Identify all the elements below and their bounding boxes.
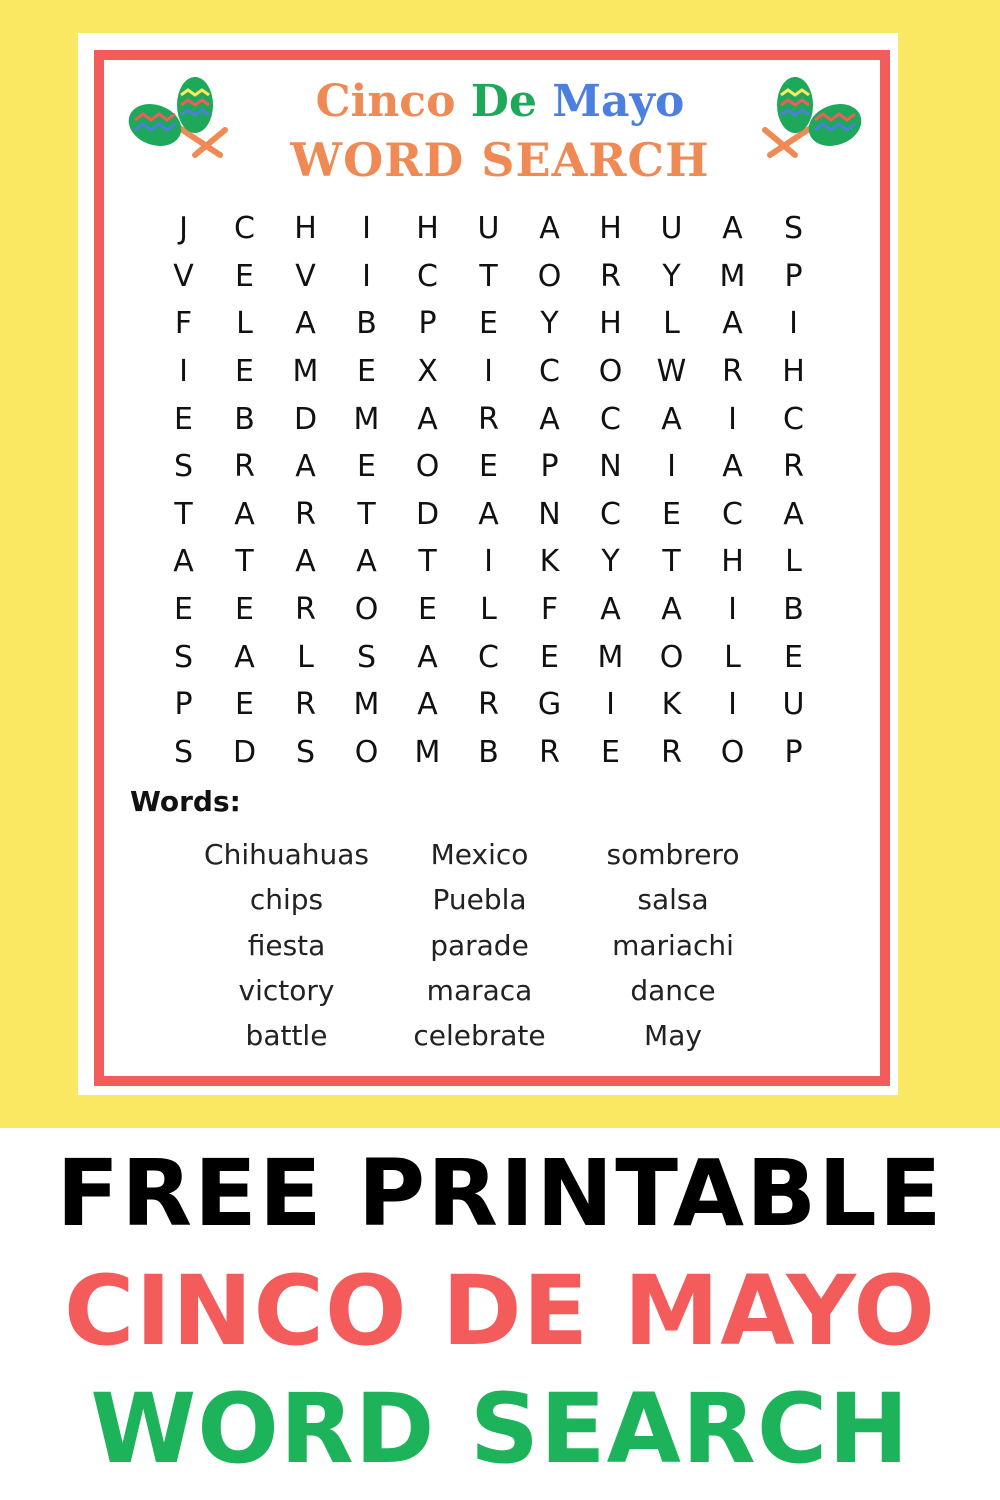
grid-row bbox=[153, 729, 825, 777]
grid-letter: R bbox=[478, 401, 499, 437]
word-list-item: maraca bbox=[426, 973, 533, 1007]
grid-letter: C bbox=[417, 258, 438, 294]
grid-letter: K bbox=[539, 544, 560, 580]
grid-letter: I bbox=[362, 211, 371, 247]
grid-letter: T bbox=[174, 496, 193, 532]
grid-row bbox=[153, 348, 825, 396]
grid-letter: R bbox=[783, 449, 804, 485]
grid-letter: Y bbox=[601, 544, 620, 580]
grid-letter: P bbox=[174, 687, 193, 723]
grid-letter: S bbox=[295, 734, 316, 770]
grid-letter: G bbox=[537, 687, 562, 723]
grid-letter: T bbox=[479, 258, 498, 294]
grid-letter: N bbox=[599, 449, 622, 485]
grid-letter: I bbox=[484, 544, 493, 580]
grid-letter: O bbox=[598, 354, 623, 390]
grid-letter: C bbox=[600, 496, 621, 532]
grid-letter: A bbox=[600, 592, 621, 628]
grid-letter: W bbox=[656, 354, 687, 390]
grid-letter: L bbox=[724, 639, 741, 675]
word-list-item: chips bbox=[249, 883, 324, 917]
grid-letter: M bbox=[414, 734, 441, 770]
grid-letter: K bbox=[661, 687, 682, 723]
word-list-item: celebrate bbox=[413, 1019, 546, 1053]
grid-letter: A bbox=[783, 496, 804, 532]
grid-letter: O bbox=[659, 639, 684, 675]
grid-letter: D bbox=[415, 496, 440, 532]
grid-letter: A bbox=[295, 544, 316, 580]
grid-letter: S bbox=[173, 734, 194, 770]
grid-letter: C bbox=[722, 496, 743, 532]
grid-letter: R bbox=[234, 449, 255, 485]
grid-letter: R bbox=[295, 496, 316, 532]
grid-letter: E bbox=[235, 592, 254, 628]
grid-letter: A bbox=[722, 449, 743, 485]
grid-row bbox=[153, 538, 825, 586]
grid-letter: M bbox=[597, 639, 624, 675]
grid-letter: U bbox=[477, 211, 500, 247]
grid-row bbox=[153, 681, 825, 729]
grid-letter: O bbox=[354, 592, 379, 628]
grid-letter: O bbox=[720, 734, 745, 770]
grid-letter: A bbox=[417, 687, 438, 723]
grid-letter: A bbox=[295, 449, 316, 485]
grid-letter: F bbox=[540, 592, 559, 628]
words-heading: Words: bbox=[130, 785, 241, 818]
grid-letter: I bbox=[179, 354, 188, 390]
grid-letter: B bbox=[356, 306, 377, 342]
grid-letter: R bbox=[600, 258, 621, 294]
grid-letter: Y bbox=[662, 258, 681, 294]
letter-grid bbox=[153, 205, 825, 776]
word-column bbox=[190, 832, 383, 1058]
word-list-item: May bbox=[644, 1019, 702, 1053]
grid-letter: A bbox=[417, 639, 438, 675]
grid-letter: A bbox=[478, 496, 499, 532]
grid-letter: A bbox=[417, 401, 438, 437]
grid-letter: L bbox=[663, 306, 680, 342]
grid-letter: D bbox=[293, 401, 318, 437]
word-list-item: mariachi bbox=[612, 928, 734, 962]
grid-letter: I bbox=[667, 449, 676, 485]
grid-letter: P bbox=[540, 449, 559, 485]
promo-line-cinco-de-mayo: CINCO DE MAYO bbox=[63, 1255, 937, 1367]
grid-letter: J bbox=[179, 211, 188, 247]
grid-letter: C bbox=[539, 354, 560, 390]
grid-letter: E bbox=[174, 401, 193, 437]
title-word-cinco: Cinco bbox=[315, 76, 456, 127]
word-list-item: fiesta bbox=[247, 928, 326, 962]
grid-letter: C bbox=[234, 211, 255, 247]
grid-letter: C bbox=[600, 401, 621, 437]
worksheet-title bbox=[220, 72, 780, 132]
grid-letter: M bbox=[353, 401, 380, 437]
grid-letter: A bbox=[661, 401, 682, 437]
grid-letter: M bbox=[292, 354, 319, 390]
grid-letter: I bbox=[728, 687, 737, 723]
word-list-item: sombrero bbox=[606, 838, 740, 871]
grid-letter: E bbox=[174, 592, 193, 628]
grid-letter: A bbox=[173, 544, 194, 580]
grid-letter: D bbox=[232, 734, 257, 770]
grid-row bbox=[153, 205, 825, 253]
grid-letter: B bbox=[234, 401, 255, 437]
promo-line-free-printable: FREE PRINTABLE bbox=[56, 1140, 944, 1247]
grid-letter: E bbox=[235, 687, 254, 723]
grid-letter: A bbox=[722, 211, 743, 247]
grid-letter: V bbox=[295, 258, 316, 294]
word-column bbox=[576, 832, 770, 1058]
grid-letter: R bbox=[478, 687, 499, 723]
grid-letter: A bbox=[295, 306, 316, 342]
grid-letter: X bbox=[417, 354, 438, 390]
grid-letter: E bbox=[235, 354, 254, 390]
grid-letter: M bbox=[353, 687, 380, 723]
grid-letter: T bbox=[418, 544, 437, 580]
grid-letter: E bbox=[662, 496, 681, 532]
promo-line-word-search: WORD SEARCH bbox=[90, 1373, 910, 1485]
grid-letter: H bbox=[416, 211, 439, 247]
grid-letter: P bbox=[418, 306, 437, 342]
grid-letter: H bbox=[294, 211, 317, 247]
grid-letter: A bbox=[539, 211, 560, 247]
grid-letter: P bbox=[784, 258, 803, 294]
grid-letter: T bbox=[357, 496, 376, 532]
grid-letter: P bbox=[784, 734, 803, 770]
grid-letter: H bbox=[782, 354, 805, 390]
grid-letter: E bbox=[479, 449, 498, 485]
grid-row bbox=[153, 491, 825, 539]
grid-letter: O bbox=[537, 258, 562, 294]
grid-letter: R bbox=[539, 734, 560, 770]
grid-row bbox=[153, 586, 825, 634]
grid-letter: A bbox=[234, 496, 255, 532]
grid-letter: I bbox=[789, 306, 798, 342]
grid-letter: E bbox=[540, 639, 559, 675]
grid-letter: I bbox=[728, 592, 737, 628]
grid-letter: C bbox=[478, 639, 499, 675]
title-word-mayo: Mayo bbox=[552, 76, 685, 127]
grid-letter: T bbox=[662, 544, 681, 580]
grid-letter: B bbox=[478, 734, 499, 770]
word-list-item: battle bbox=[245, 1019, 328, 1053]
grid-letter: L bbox=[480, 592, 497, 628]
word-list-item: Mexico bbox=[430, 838, 529, 871]
grid-letter: E bbox=[418, 592, 437, 628]
grid-letter: E bbox=[784, 639, 803, 675]
grid-row bbox=[153, 253, 825, 301]
worksheet-subtitle: WORD SEARCH bbox=[290, 133, 710, 187]
word-column bbox=[383, 832, 576, 1058]
grid-letter: H bbox=[599, 211, 622, 247]
grid-row bbox=[153, 300, 825, 348]
grid-letter: O bbox=[354, 734, 379, 770]
grid-letter: A bbox=[661, 592, 682, 628]
grid-letter: R bbox=[722, 354, 743, 390]
grid-letter: C bbox=[783, 401, 804, 437]
grid-letter: A bbox=[722, 306, 743, 342]
word-list-item: parade bbox=[430, 928, 529, 962]
word-list-item: Puebla bbox=[432, 883, 527, 917]
grid-letter: L bbox=[236, 306, 253, 342]
grid-letter: L bbox=[785, 544, 802, 580]
grid-letter: L bbox=[297, 639, 314, 675]
grid-letter: H bbox=[721, 544, 744, 580]
grid-letter: R bbox=[295, 592, 316, 628]
grid-letter: S bbox=[356, 639, 377, 675]
grid-letter: Y bbox=[540, 306, 559, 342]
grid-letter: O bbox=[415, 449, 440, 485]
grid-letter: E bbox=[479, 306, 498, 342]
grid-letter: A bbox=[356, 544, 377, 580]
grid-letter: U bbox=[782, 687, 805, 723]
grid-letter: I bbox=[362, 258, 371, 294]
word-list bbox=[190, 832, 770, 1058]
grid-letter: E bbox=[601, 734, 620, 770]
grid-letter: E bbox=[357, 449, 376, 485]
grid-letter: A bbox=[539, 401, 560, 437]
grid-letter: T bbox=[235, 544, 254, 580]
grid-letter: N bbox=[538, 496, 561, 532]
grid-letter: I bbox=[728, 401, 737, 437]
grid-letter: E bbox=[235, 258, 254, 294]
grid-letter: I bbox=[484, 354, 493, 390]
title-word-de: De bbox=[470, 76, 537, 127]
grid-row bbox=[153, 633, 825, 681]
grid-letter: S bbox=[783, 211, 804, 247]
grid-letter: U bbox=[660, 211, 683, 247]
grid-letter: E bbox=[357, 354, 376, 390]
word-list-item: dance bbox=[630, 973, 716, 1007]
grid-row bbox=[153, 395, 825, 443]
grid-letter: H bbox=[599, 306, 622, 342]
grid-letter: M bbox=[719, 258, 746, 294]
grid-letter: A bbox=[234, 639, 255, 675]
grid-letter: I bbox=[606, 687, 615, 723]
grid-letter: B bbox=[783, 592, 804, 628]
grid-row bbox=[153, 443, 825, 491]
grid-letter: F bbox=[174, 306, 193, 342]
grid-letter: S bbox=[173, 639, 194, 675]
word-list-item: victory bbox=[238, 973, 335, 1007]
grid-letter: V bbox=[173, 258, 194, 294]
word-list-item: salsa bbox=[637, 883, 709, 917]
grid-letter: S bbox=[173, 449, 194, 485]
grid-letter: R bbox=[661, 734, 682, 770]
word-list-item: Chihuahuas bbox=[204, 838, 369, 871]
grid-letter: R bbox=[295, 687, 316, 723]
